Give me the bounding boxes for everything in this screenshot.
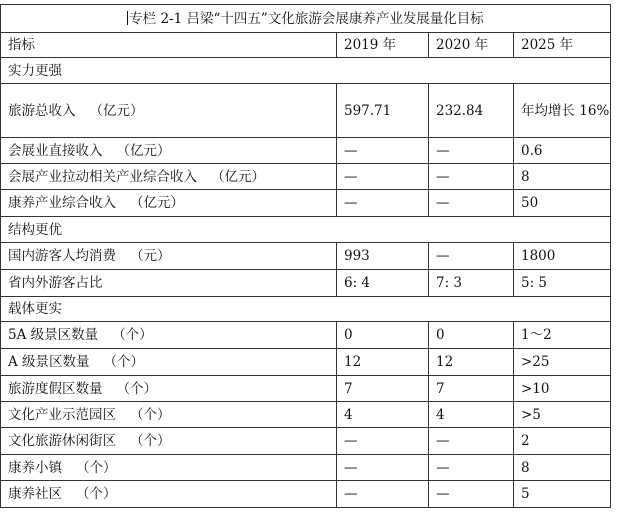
value-2019: [337, 402, 429, 428]
section-row: [1, 217, 611, 243]
table-row: [1, 349, 611, 376]
indicator-unit: （元）: [130, 248, 171, 264]
value-2020: [429, 270, 514, 297]
cell-value: —: [344, 168, 358, 185]
cell-value: 232.84: [436, 102, 484, 119]
indicator-name: 会展产业拉动相关产业综合收入: [8, 168, 197, 185]
cell-value: —: [436, 486, 450, 502]
indicator-unit: （个）: [76, 486, 117, 502]
cell-value: 年均增长 16%: [521, 103, 610, 119]
indicator-cell: [1, 455, 337, 481]
indicator-cell: [1, 322, 337, 349]
value-2020: [429, 164, 514, 190]
cell-value: >10: [521, 380, 550, 397]
cell-value: 4: [436, 406, 445, 423]
value-2025: [514, 84, 611, 138]
value-2019: [337, 243, 429, 270]
value-2019: [337, 428, 429, 455]
cell-value: —: [344, 142, 358, 159]
indicator-cell: [1, 84, 337, 138]
caption-row: [1, 5, 611, 33]
indicator-name: 5A 级景区数量: [8, 327, 99, 343]
cell-value: —: [344, 459, 358, 476]
header-2019: 2019 年: [337, 33, 429, 58]
table-row: [1, 376, 611, 402]
cell-value: >5: [521, 406, 541, 423]
header-2020: 2020 年: [429, 33, 514, 58]
value-2019: [337, 455, 429, 481]
value-2020: [429, 428, 514, 455]
value-2025: [514, 349, 611, 376]
value-2020: [429, 349, 514, 376]
cell-value: 0: [344, 327, 353, 343]
section-row: [1, 58, 611, 84]
value-2025: [514, 190, 611, 217]
indicator-name: 旅游总收入: [8, 102, 76, 119]
value-2020: [429, 84, 514, 138]
value-2019: [337, 138, 429, 164]
table-caption: [1, 5, 611, 33]
value-2019: [337, 270, 429, 297]
table-row: [1, 84, 611, 138]
indicator-unit: （亿元）: [89, 102, 144, 119]
indicator-cell: [1, 402, 337, 428]
cell-value: —: [436, 433, 450, 449]
table-row: [1, 138, 611, 164]
value-2025: [514, 243, 611, 270]
indicator-cell: [1, 428, 337, 455]
cell-value: 8: [521, 459, 530, 476]
value-2025: [514, 322, 611, 349]
indicator-name: 康养社区: [8, 486, 62, 502]
indicator-cell: [1, 190, 337, 217]
indicator-unit: （个）: [112, 327, 153, 343]
value-2019: [337, 349, 429, 376]
value-2019: [337, 164, 429, 190]
section-title: 结构更优: [1, 217, 611, 243]
cell-value: >25: [521, 354, 550, 370]
indicator-name: 文化旅游休闲街区: [8, 433, 116, 449]
indicator-name: 文化产业示范园区: [8, 406, 116, 423]
indicator-unit: （个）: [116, 380, 157, 397]
indicator-name: 旅游度假区数量: [8, 380, 103, 397]
cell-value: —: [436, 168, 450, 185]
value-2020: [429, 190, 514, 217]
value-2025: [514, 270, 611, 297]
cell-value: 7: [436, 380, 445, 397]
section-title: 载体更实: [1, 297, 611, 322]
value-2025: [514, 402, 611, 428]
header-row: [1, 33, 611, 58]
cell-value: 12: [436, 354, 454, 370]
cell-value: 2: [521, 433, 530, 449]
value-2019: [337, 190, 429, 217]
indicator-name: 康养小镇: [8, 459, 62, 476]
indicator-cell: [1, 481, 337, 508]
cell-value: 0: [436, 327, 445, 343]
cell-value: 0.6: [521, 142, 543, 159]
indicator-unit: （亿元）: [211, 168, 265, 185]
value-2020: [429, 138, 514, 164]
table-row: [1, 481, 611, 508]
value-2025: [514, 428, 611, 455]
cell-value: —: [344, 433, 358, 449]
indicator-unit: （亿元）: [130, 195, 184, 211]
cell-value: —: [344, 195, 358, 211]
value-2025: [514, 138, 611, 164]
cell-value: 50: [521, 195, 539, 211]
indicator-unit: （亿元）: [116, 142, 171, 159]
section-title: 实力更强: [1, 58, 611, 84]
value-2020: [429, 243, 514, 270]
cell-value: 1800: [521, 248, 556, 264]
cell-value: 1～2: [521, 327, 552, 343]
cell-value: —: [436, 195, 450, 211]
indicator-cell: [1, 349, 337, 376]
cell-value: 5: [521, 486, 530, 502]
value-2019: [337, 481, 429, 508]
cell-value: 7: 3: [436, 275, 463, 291]
value-2020: [429, 481, 514, 508]
table-row: [1, 243, 611, 270]
indicator-cell: [1, 270, 337, 297]
value-2020: [429, 455, 514, 481]
value-2025: [514, 455, 611, 481]
indicator-name: A 级景区数量: [8, 354, 90, 370]
cell-value: 993: [344, 248, 370, 264]
value-2025: [514, 481, 611, 508]
indicator-unit: （个）: [103, 354, 145, 370]
value-2019: [337, 376, 429, 402]
table-row: [1, 402, 611, 428]
header-indicator: 指标: [1, 33, 337, 58]
table-row: [1, 322, 611, 349]
indicator-unit: （个）: [130, 433, 171, 449]
value-2020: [429, 376, 514, 402]
table-row: [1, 428, 611, 455]
table-row: [1, 270, 611, 297]
indicator-name: 国内游客人均消费: [8, 248, 116, 264]
value-2020: [429, 402, 514, 428]
indicator-name: 会展业直接收入: [8, 142, 103, 159]
section-row: [1, 297, 611, 322]
caption-text: 专栏 2-1 吕梁“十四五”文化旅游会展康养产业发展量化目标: [129, 10, 484, 27]
value-2025: [514, 164, 611, 190]
table-row: [1, 164, 611, 190]
table-row: [1, 190, 611, 217]
indicator-cell: [1, 243, 337, 270]
cell-value: 12: [344, 354, 362, 370]
cell-value: —: [436, 459, 450, 476]
cell-value: 7: [344, 380, 353, 397]
cell-value: —: [436, 142, 450, 159]
value-2020: [429, 322, 514, 349]
cell-value: —: [344, 486, 358, 502]
indicator-name: 康养产业综合收入: [8, 195, 116, 211]
document-frame: [0, 4, 610, 508]
value-2025: [514, 376, 611, 402]
header-2025: 2025 年: [514, 33, 611, 58]
indicator-cell: [1, 376, 337, 402]
indicator-name: 省内外游客占比: [8, 275, 103, 291]
indicator-unit: （个）: [130, 406, 171, 423]
cell-value: 5: 5: [521, 275, 548, 291]
cell-value: 4: [344, 406, 353, 423]
indicator-unit: （个）: [76, 459, 117, 476]
cell-value: 8: [521, 168, 530, 185]
table-row: [1, 455, 611, 481]
cell-value: 6: 4: [344, 275, 371, 291]
cell-value: —: [436, 248, 450, 264]
cell-value: 597.71: [344, 102, 392, 119]
value-2019: [337, 322, 429, 349]
indicator-cell: [1, 138, 337, 164]
targets-table: [0, 4, 611, 508]
indicator-cell: [1, 164, 337, 190]
value-2019: [337, 84, 429, 138]
